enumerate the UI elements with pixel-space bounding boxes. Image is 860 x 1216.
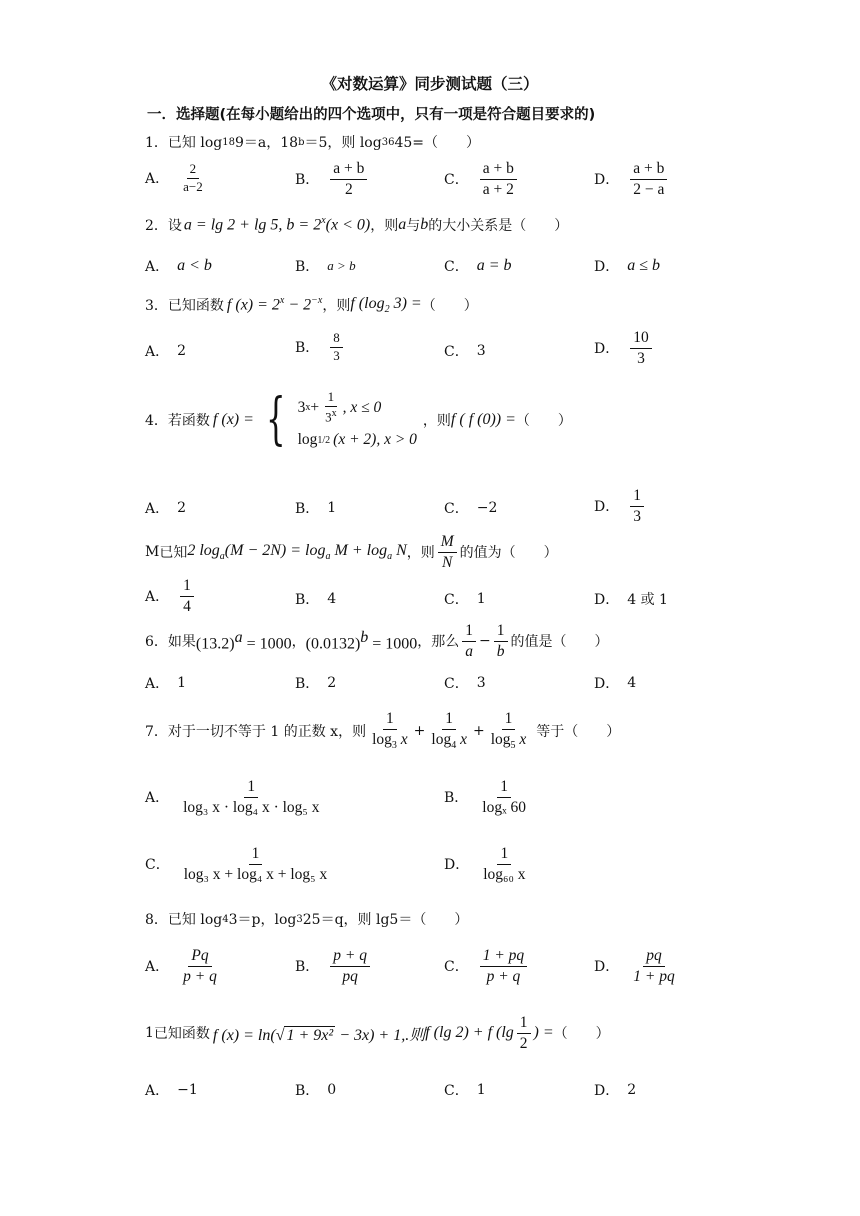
expr: M + log (330, 542, 388, 560)
option-label: C． (145, 857, 170, 874)
option-label: D． (594, 959, 620, 976)
den-log: log (372, 730, 392, 748)
denominator: a (465, 642, 474, 660)
fraction (428, 710, 470, 751)
question-text: ， (291, 634, 306, 651)
question-text: 对于一切不等于 1 的正数 x，则 (167, 723, 367, 740)
den-var: x (456, 730, 467, 748)
option-c[interactable] (444, 160, 520, 199)
fraction (630, 947, 677, 986)
question-text: 的值是（ ） (510, 634, 609, 651)
option-text: a < b (177, 257, 212, 274)
fraction (180, 947, 220, 986)
question-text: ＝5，则 log (304, 135, 382, 151)
piecewise-function (258, 386, 417, 452)
option-text: −1 (177, 1082, 198, 1098)
option-d[interactable] (594, 256, 660, 276)
subscript: 2 (384, 304, 390, 316)
fraction (330, 331, 343, 364)
math-expression: f ( f (0)) = (450, 410, 516, 428)
option-c[interactable] (444, 673, 486, 693)
numerator: 1 (180, 577, 194, 597)
subscript: a (219, 551, 225, 563)
fraction (180, 778, 322, 817)
option-label: B． (295, 501, 320, 517)
option-label: B． (295, 592, 320, 608)
numerator: 1 + pq (480, 947, 527, 967)
denominator: 2 (344, 180, 353, 198)
option-text: a = b (476, 257, 512, 274)
option-label: A． (145, 790, 170, 807)
question-text: 已知函数 (167, 298, 224, 315)
expr: N (392, 542, 407, 560)
expr: log (297, 431, 318, 449)
math-expression: f (x) = (212, 410, 254, 428)
subscript: 36 (381, 136, 395, 148)
option-label: D． (594, 499, 620, 516)
option-d[interactable] (444, 845, 531, 884)
option-a[interactable] (145, 673, 186, 693)
expr: 2 log (187, 542, 220, 560)
option-b[interactable] (295, 1080, 336, 1100)
option-label: C． (444, 172, 469, 189)
fraction (438, 533, 457, 572)
option-c[interactable] (444, 589, 486, 609)
denominator: 3 (633, 507, 641, 525)
subscript: 4 (222, 913, 229, 925)
fraction (630, 329, 652, 368)
expr: − 2 (284, 296, 312, 314)
option-c[interactable] (145, 845, 333, 884)
expr: = 1000 (368, 635, 418, 653)
question-text: 已知 (159, 545, 188, 562)
option-label: C． (444, 1083, 469, 1099)
option-text: 4 (627, 675, 637, 691)
option-text: 1 (177, 675, 187, 691)
question-text: 3＝p，log (228, 912, 297, 928)
numerator: 1 (517, 1014, 531, 1034)
option-a[interactable] (145, 947, 223, 986)
piece-row-1 (298, 390, 417, 425)
option-text: 2 (177, 500, 187, 516)
fraction (322, 390, 340, 425)
question-2 (145, 215, 568, 235)
expr: (M − 2N) = log (224, 542, 326, 560)
option-c[interactable] (444, 498, 497, 518)
fraction (480, 947, 527, 986)
question-text: ，则 (422, 412, 451, 429)
variable: b (420, 216, 429, 233)
math-expression: ) = (533, 1024, 554, 1042)
question-6 (145, 622, 609, 661)
fraction (630, 160, 667, 199)
option-text: 2 (327, 675, 337, 691)
denominator: N (442, 553, 453, 571)
question-number: 1 (145, 1025, 154, 1042)
option-a[interactable] (145, 778, 325, 817)
question-text: 的大小关系是（ ） (428, 218, 569, 234)
option-label: C． (444, 501, 469, 517)
expr: f (x) = ln( (212, 1026, 276, 1044)
fraction (180, 162, 206, 195)
fraction (488, 710, 530, 751)
option-c[interactable] (444, 1080, 486, 1100)
piece-row-2 (298, 431, 417, 449)
option-label: D． (594, 1083, 620, 1099)
option-label: B． (295, 959, 320, 976)
numerator: 2 (187, 162, 200, 179)
denominator (428, 730, 470, 752)
option-a[interactable] (145, 1080, 198, 1100)
option-label: A． (145, 344, 170, 360)
numerator: pq (643, 947, 665, 967)
question-number: 3． (145, 298, 168, 315)
superscript: b (298, 136, 305, 148)
option-label: C． (444, 344, 469, 360)
question-number: 8． (145, 912, 168, 928)
denominator: pq (342, 967, 358, 985)
question-7 (145, 710, 620, 751)
question-9 (145, 1014, 610, 1053)
question-4 (145, 386, 572, 452)
denominator: 2 − a (633, 180, 665, 198)
question-text: （ ） (515, 412, 572, 429)
fraction (330, 160, 367, 199)
operator: − (479, 633, 491, 650)
option-text: 0 (327, 1082, 337, 1098)
numerator: 10 (630, 329, 652, 349)
section-heading: 一．选择题(在每小题给出的四个选项中，只有一项是符合题目要求的) (147, 107, 596, 123)
question-number: 7． (145, 723, 168, 740)
option-label: B． (295, 676, 320, 692)
option-text: a ≤ b (627, 257, 661, 274)
option-text: 1 (476, 1082, 486, 1098)
fraction (462, 622, 476, 661)
numerator: 1 (325, 390, 338, 407)
page-title: 《对数运算》同步测试题（三） (321, 75, 539, 93)
expr: f (x) = 2 (226, 296, 280, 314)
question-text: 若函数 (167, 412, 210, 429)
denominator: 3 (637, 349, 645, 367)
option-text: 1 (327, 500, 337, 516)
option-label: C． (444, 959, 469, 976)
question-text: 如果 (167, 634, 196, 651)
numerator: 1 (244, 778, 258, 798)
subscript: 1/2 (317, 434, 331, 446)
superscript: b (360, 629, 369, 647)
fraction (181, 845, 331, 884)
math-expression (350, 295, 421, 315)
numerator: M (438, 533, 457, 553)
question-number: M (145, 544, 160, 561)
denominator: 1 + pq (633, 967, 675, 985)
subscript: 18 (222, 136, 235, 148)
option-label: C． (444, 259, 469, 275)
subscript: 5 (510, 739, 516, 751)
superscript: x (321, 215, 326, 227)
numerator: 1 (442, 710, 456, 730)
option-label: C． (444, 592, 469, 608)
option-a[interactable] (145, 341, 186, 361)
question-text: ，则 (322, 298, 351, 315)
denominator: p + q (486, 967, 521, 985)
question-5 (145, 533, 558, 572)
fraction (494, 622, 508, 661)
den-base: 3 (325, 409, 332, 425)
expr: − 3x) + 1,.则 (335, 1026, 426, 1044)
denominator (369, 730, 411, 752)
option-c[interactable] (444, 256, 512, 276)
fraction (480, 160, 517, 199)
question-text: 的值为（ ） (459, 545, 558, 562)
option-text: 2 (177, 343, 187, 359)
math-expression: f (lg 2) + f (lg (425, 1024, 514, 1042)
option-a[interactable] (145, 577, 197, 616)
option-label: A． (145, 171, 170, 188)
numerator: 1 (462, 622, 476, 642)
subscript: 3 (296, 913, 303, 925)
den-var: x (515, 730, 527, 748)
option-text: 4 (327, 591, 337, 607)
option-label: D． (444, 857, 470, 874)
denominator: log₃ x + log₄ x + log₅ x (183, 865, 328, 883)
brace-icon: { (265, 386, 286, 452)
option-b[interactable] (295, 331, 346, 364)
option-d[interactable] (594, 947, 681, 986)
option-label: A． (145, 589, 170, 606)
fraction (479, 778, 529, 817)
option-text: 4 或 1 (627, 592, 668, 608)
question-3 (145, 295, 478, 315)
option-a[interactable] (145, 256, 212, 276)
option-label: A． (145, 1083, 170, 1099)
math-expression (227, 295, 322, 314)
question-text: 9＝a，18 (234, 135, 299, 151)
option-label: B． (444, 790, 469, 807)
subscript: a (387, 551, 393, 563)
option-label: D． (594, 592, 620, 608)
denominator: log₃ x · log₄ x · log₅ x (183, 798, 320, 816)
math-expression (196, 629, 292, 653)
option-d[interactable] (594, 589, 668, 609)
question-1 (145, 132, 480, 152)
expr: + (310, 398, 320, 416)
fraction (630, 487, 644, 526)
question-text: 等于（ ） (536, 723, 621, 740)
math-expression (184, 215, 370, 234)
fraction (480, 845, 528, 884)
option-text: a > b (327, 258, 356, 273)
fraction (330, 947, 370, 986)
option-label: A． (145, 501, 170, 517)
numerator: 1 (497, 845, 511, 865)
option-label: A． (145, 259, 170, 275)
denominator: 4 (183, 597, 191, 615)
option-b[interactable] (295, 589, 336, 609)
denominator (322, 407, 340, 425)
numerator: a + b (480, 160, 517, 180)
superscript: a (234, 629, 243, 647)
denominator: a + 2 (482, 180, 514, 198)
option-b[interactable] (295, 256, 356, 276)
option-text: 3 (476, 343, 486, 359)
option-b[interactable] (295, 673, 336, 693)
piecewise-rows (298, 390, 417, 449)
numerator: 1 (502, 710, 516, 730)
option-d[interactable] (594, 1080, 636, 1100)
math-expression (306, 629, 418, 653)
superscript: x (279, 295, 285, 307)
variable: a (398, 216, 407, 233)
fraction (517, 1014, 531, 1053)
option-d[interactable] (594, 160, 670, 199)
expr: (0.0132) (305, 635, 361, 653)
numerator: 1 (497, 778, 511, 798)
numerator: 1 (630, 487, 644, 507)
expr: = 1000 (242, 635, 292, 653)
numerator: a + b (330, 160, 367, 180)
option-label: A． (145, 959, 170, 976)
denominator (488, 730, 530, 752)
fraction (180, 577, 194, 616)
denominator: 3 (333, 347, 340, 363)
option-b[interactable] (295, 947, 373, 986)
superscript: −x (311, 295, 323, 307)
question-text: 已知 log (167, 912, 223, 928)
question-text: ，那么 (417, 634, 460, 651)
numerator: Pq (188, 947, 211, 967)
option-d[interactable] (594, 487, 647, 526)
numerator: a + b (630, 160, 667, 180)
numerator: 1 (383, 710, 397, 730)
question-text: ，则 (370, 218, 399, 234)
math-expression (187, 542, 406, 562)
superscript: x (305, 402, 311, 414)
denominator: b (496, 642, 505, 660)
option-text: 2 (627, 1082, 637, 1098)
den-log: log (431, 730, 452, 748)
option-label: B． (295, 340, 320, 357)
expr: 3) = (389, 295, 422, 312)
option-text: 1 (476, 591, 486, 607)
option-label: D． (594, 259, 620, 275)
question-text: 已知 log (167, 135, 223, 151)
option-c[interactable] (444, 947, 530, 986)
option-label: D． (594, 341, 620, 358)
numerator: 1 (249, 845, 263, 865)
question-text: 已知函数 (153, 1026, 210, 1043)
option-label: D． (594, 172, 620, 189)
question-text: 45=（ ） (394, 135, 480, 151)
sqrt-icon: √ (275, 1026, 285, 1044)
question-text: 与 (406, 218, 421, 234)
expr: (x < 0) (325, 216, 371, 234)
fraction (369, 710, 411, 751)
denominator: log₆₀ x (483, 865, 526, 883)
question-number: 4． (145, 412, 168, 429)
option-label: A． (145, 676, 170, 692)
option-b[interactable] (444, 778, 532, 817)
denominator: logₓ 60 (482, 798, 526, 816)
question-8 (145, 909, 468, 929)
denominator: a−2 (183, 178, 203, 194)
option-text: −2 (476, 500, 498, 516)
option-label: D． (594, 676, 620, 692)
option-d[interactable] (594, 673, 636, 693)
option-b[interactable] (295, 498, 336, 518)
option-b[interactable] (295, 160, 370, 199)
den-log: log (490, 730, 511, 748)
denominator: 2 (519, 1034, 528, 1052)
option-a[interactable] (145, 498, 186, 518)
expr: , x ≤ 0 (342, 398, 382, 416)
expr: (13.2) (195, 635, 235, 653)
denominator: p + q (183, 967, 217, 985)
option-label: B． (295, 1083, 320, 1099)
option-d[interactable] (594, 329, 655, 368)
numerator: p + q (330, 947, 370, 967)
subscript: 3 (391, 739, 397, 751)
question-text: ，则 (406, 545, 435, 562)
subscript: 4 (451, 739, 457, 751)
question-number: 2． (145, 218, 168, 234)
option-label: B． (295, 259, 320, 275)
question-text: 设 (167, 218, 182, 234)
question-text: （ ） (421, 298, 478, 315)
sqrt-content: 1 + 9x² (286, 1026, 334, 1044)
option-a[interactable] (145, 162, 209, 195)
expr: f (log (350, 295, 385, 312)
question-number: 1． (145, 135, 168, 151)
operator: + (413, 722, 426, 739)
math-expression (213, 1022, 425, 1045)
superscript: x (331, 407, 337, 419)
expr: 3 (297, 398, 306, 416)
option-c[interactable] (444, 341, 486, 361)
subscript: a (325, 551, 331, 563)
numerator: 8 (330, 331, 343, 348)
option-label: B． (295, 172, 320, 189)
question-number: 6． (145, 634, 168, 651)
option-label: C． (444, 676, 469, 692)
den-var: x (396, 730, 408, 748)
option-text: 3 (476, 675, 486, 691)
question-text: （ ） (553, 1026, 610, 1043)
question-text: 25＝q，则 lg5＝（ ） (302, 912, 469, 928)
operator: + (472, 722, 485, 739)
numerator: 1 (494, 622, 508, 642)
expr: (x + 2), x > 0 (333, 431, 417, 449)
expr: a = lg 2 + lg 5, b = 2 (183, 216, 322, 234)
